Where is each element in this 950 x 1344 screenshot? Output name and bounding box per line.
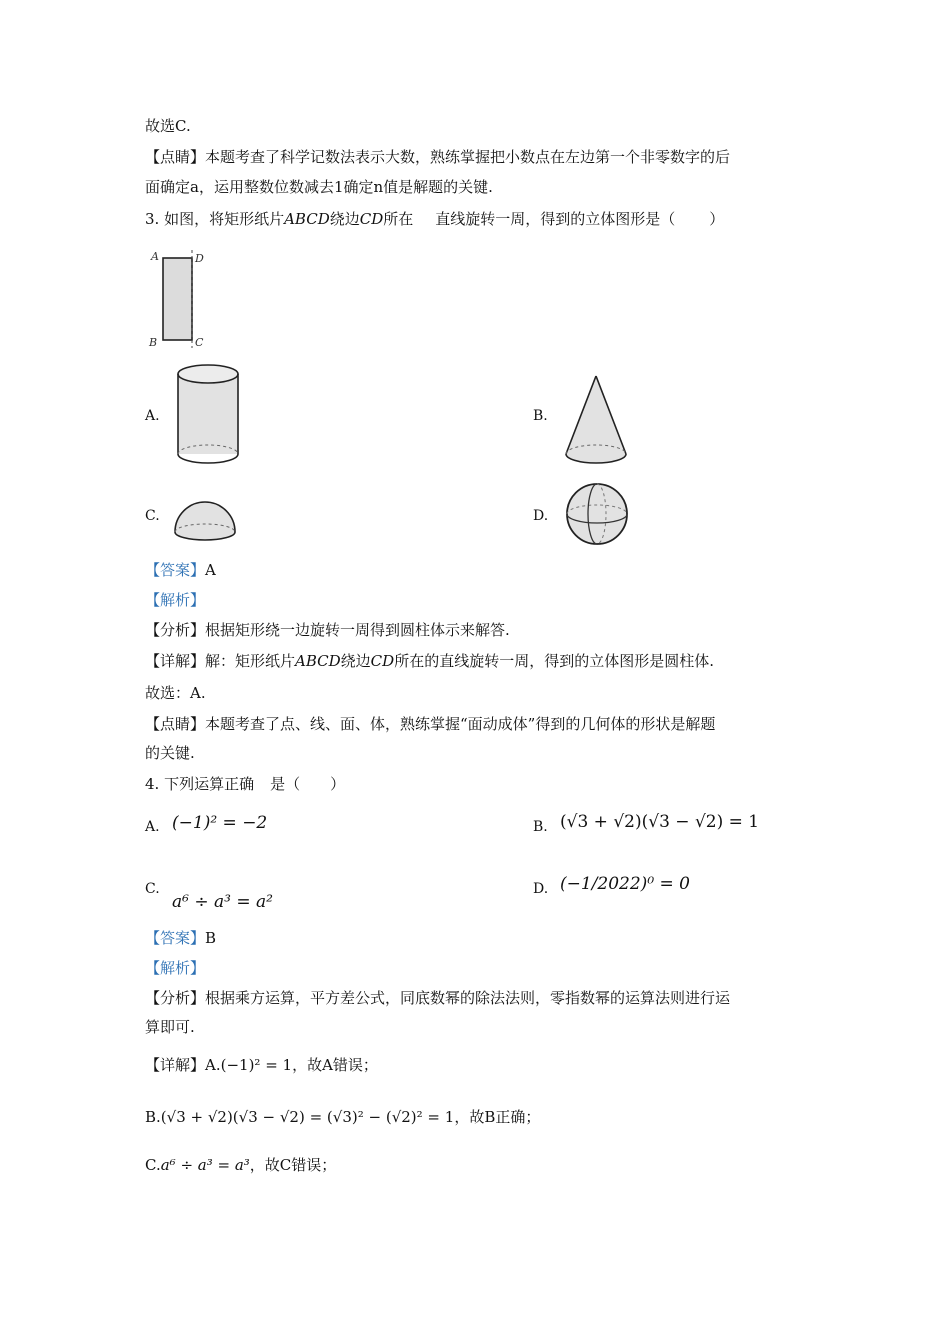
stem-text: 所在 bbox=[383, 210, 414, 228]
option-d-label: D. bbox=[533, 508, 549, 524]
choose-line: 故选：A. bbox=[145, 684, 206, 702]
option-c-label: C. bbox=[145, 881, 160, 897]
answer-tag: 【答案】 bbox=[145, 561, 206, 579]
detail-expr: (√3 + √2)(√3 − √2) = (√3)² − (√2)² = 1 bbox=[160, 1108, 455, 1126]
label-b: B bbox=[149, 336, 158, 349]
label-d: D bbox=[195, 252, 204, 265]
stem-text: 4. 下列运算正确 bbox=[145, 775, 255, 793]
answer-line bbox=[145, 927, 216, 949]
option-b-label: B. bbox=[533, 819, 548, 835]
answer-value: B bbox=[205, 929, 217, 947]
option-d-expr: (−1/2022)⁰ = 0 bbox=[560, 874, 690, 894]
detail-text: 绕边 bbox=[340, 652, 371, 670]
comment-line: 的关键. bbox=[145, 744, 195, 762]
detail-expr: (−1)² = 1 bbox=[220, 1056, 293, 1074]
math-abcd: ABCD bbox=[295, 652, 341, 670]
detail-expr: a⁶ ÷ a³ = a³ bbox=[160, 1156, 250, 1174]
fenxi-line: 【分析】根据矩形绕一边旋转一周得到圆柱体示来解答. bbox=[145, 621, 510, 639]
option-b-label: B. bbox=[533, 408, 548, 424]
math-cd: CD bbox=[359, 210, 384, 228]
answer-value: A bbox=[205, 561, 216, 579]
stem-text: 直线旋转一周，得到的立体图形是（ bbox=[435, 210, 676, 228]
answer-tag: 【答案】 bbox=[145, 929, 206, 947]
label-a: A bbox=[151, 250, 159, 263]
rectangle-figure bbox=[145, 246, 215, 350]
fenxi-line: 算即可. bbox=[145, 1018, 195, 1036]
detail-text: ，故A错误； bbox=[292, 1056, 378, 1074]
stem-text: ） bbox=[709, 210, 725, 228]
stem-text: 是（ bbox=[270, 775, 301, 793]
option-c-label: C. bbox=[145, 508, 160, 524]
stem-text: 3. 如图，将矩形纸片 bbox=[145, 210, 285, 228]
option-a-label: A. bbox=[145, 408, 160, 424]
option-c-expr: a⁶ ÷ a³ = a² bbox=[172, 892, 273, 912]
option-d-label: D. bbox=[533, 881, 549, 897]
question-4-stem bbox=[145, 773, 345, 795]
option-b-expr: (√3 + √2)(√3 − √2) = 1 bbox=[560, 812, 760, 832]
detail-text: 【详解】A. bbox=[145, 1056, 221, 1074]
detail-text: 【详解】解：矩形纸片 bbox=[145, 652, 296, 670]
detail-text: C. bbox=[145, 1156, 161, 1174]
hemisphere-icon bbox=[170, 496, 240, 548]
answer-line bbox=[145, 559, 216, 581]
detail-text: ，故B正确； bbox=[454, 1108, 541, 1126]
analysis-tag: 【解析】 bbox=[145, 959, 206, 977]
detail-text: 所在的直线旋转一周，得到的立体图形是圆柱体. bbox=[394, 652, 714, 670]
detail-c-line bbox=[145, 1154, 336, 1176]
fenxi-line: 【分析】根据乘方运算，平方差公式，同底数幂的除法法则，零指数幂的运算法则进行运 bbox=[145, 989, 731, 1007]
detail-a-line bbox=[145, 1054, 378, 1076]
sphere-icon bbox=[564, 481, 630, 547]
detail-text: B. bbox=[145, 1108, 161, 1126]
detail-line bbox=[145, 650, 714, 672]
comment-line: 【点睛】本题考查了点、线、面、体，熟练掌握“面动成体”得到的几何体的形状是解题 bbox=[145, 715, 716, 733]
cylinder-icon bbox=[172, 362, 244, 466]
option-a-expr: (−1)² = −2 bbox=[172, 813, 268, 833]
choose-line: 故选C. bbox=[145, 117, 191, 135]
label-c: C bbox=[195, 336, 204, 349]
detail-text: ，故C错误； bbox=[249, 1156, 337, 1174]
math-cd: CD bbox=[370, 652, 395, 670]
comment-line: 面确定a，运用整数位数减去1确定n值是解题的关键. bbox=[145, 178, 493, 196]
comment-line: 【点睛】本题考查了科学记数法表示大数，熟练掌握把小数点在左边第一个非零数字的后 bbox=[145, 148, 731, 166]
cone-icon bbox=[560, 372, 632, 468]
question-3-stem bbox=[145, 208, 724, 230]
detail-b-line bbox=[145, 1106, 540, 1128]
math-abcd: ABCD bbox=[284, 210, 330, 228]
analysis-tag: 【解析】 bbox=[145, 591, 206, 609]
stem-text: ） bbox=[330, 775, 346, 793]
option-a-label: A. bbox=[145, 819, 160, 835]
stem-text: 绕边 bbox=[329, 210, 360, 228]
